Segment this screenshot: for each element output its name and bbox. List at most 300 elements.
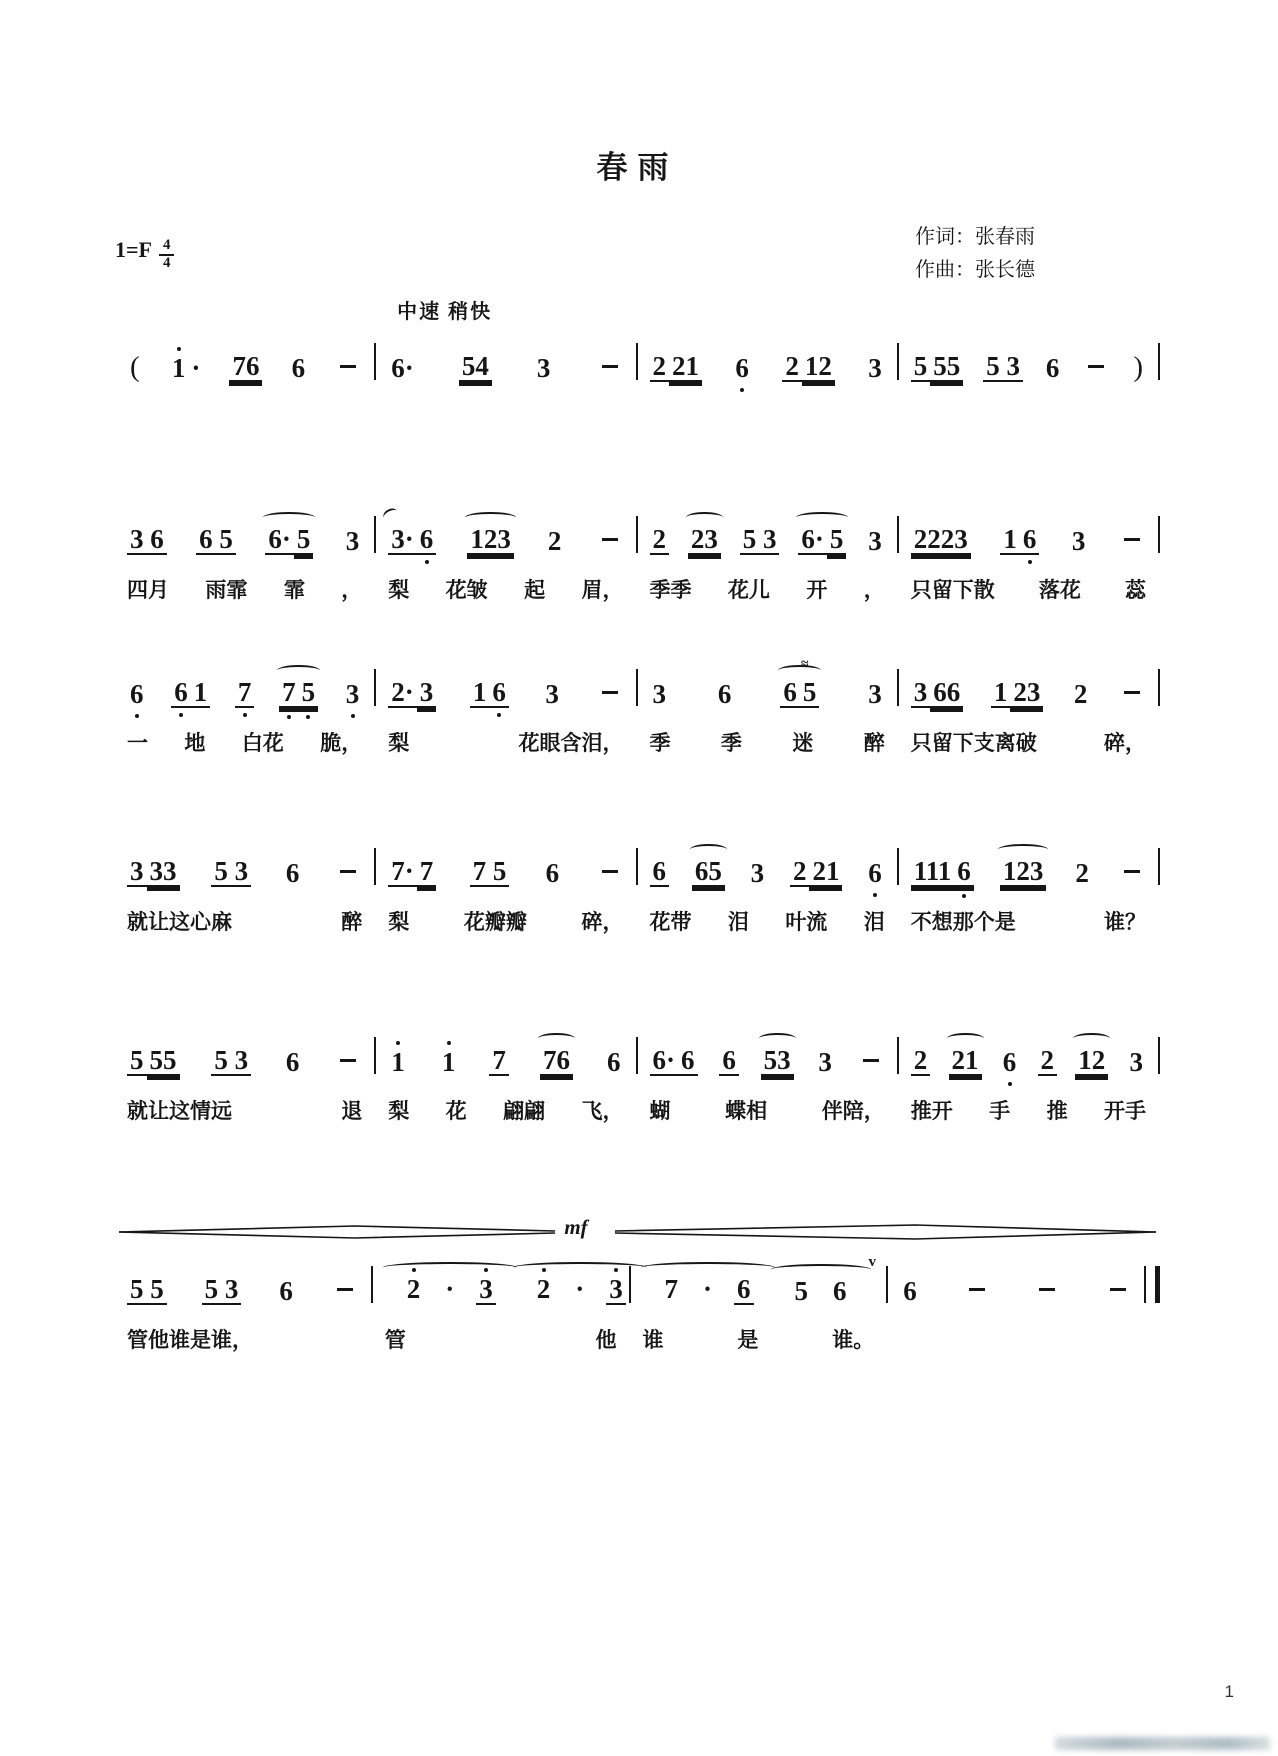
note: · [445,1274,455,1304]
lyric-syllable: 四月 [127,579,169,602]
note: 7 [235,679,255,708]
measure-row [115,1028,1160,1123]
note-token [515,1276,645,1305]
note-token [949,1047,982,1076]
meta-row [115,221,1160,287]
note: 33 [147,858,180,887]
note-token [1118,528,1146,555]
lyric-line [911,574,1146,602]
low-octave-dot [179,713,183,717]
barline [1158,516,1160,553]
lyric-syllable: 季 [649,732,671,755]
note-token [388,1049,408,1076]
notation-row [127,334,362,385]
note: 5 3 [983,353,1023,382]
note: 3 [868,679,882,709]
dash-rest [1110,1288,1126,1291]
measure [638,839,897,934]
note-token [343,528,363,555]
barline [1158,343,1160,380]
note: 6 [954,858,974,887]
note-token [534,355,554,382]
dash-rest [1124,870,1140,873]
measure [638,334,897,385]
note-token [127,353,143,382]
note: 3 [1071,526,1086,556]
low-octave-dot [135,714,139,718]
note: 2· [388,679,417,708]
barline [1158,848,1160,885]
score [115,334,1160,1352]
notation-row [650,1028,885,1079]
note-token [1075,1047,1108,1076]
note-token [127,858,180,887]
note-token [719,1047,739,1076]
lyric-syllable: 起 [524,579,546,602]
note-token [235,679,255,708]
notation-row [388,507,623,558]
page-number: 1 [1224,1682,1234,1701]
lyric-syllable: 他 [595,1329,617,1352]
note-token [596,528,624,555]
lyric-line [911,727,1146,755]
lyric-line [650,906,885,934]
note: 6· [391,353,414,383]
lyric-line [388,906,623,934]
note: 6 [1020,526,1040,555]
note-token [865,681,885,708]
lyric-line [127,574,362,602]
high-octave-dot [177,347,181,351]
note-token [467,526,514,555]
slur-arc [690,844,727,855]
note-token [900,1278,920,1305]
low-octave-dot [1028,560,1032,564]
lyric-line [643,1324,875,1352]
note: 3 6 [127,526,167,555]
lyric-syllable: 谁 [642,1329,664,1352]
score-line [115,1211,1160,1352]
note-token [865,355,885,382]
note-token [1130,353,1146,382]
lyric-syllable: 花皱 [445,579,488,602]
note: ( [130,351,140,383]
measure [899,334,1158,385]
measure-row [115,1254,1160,1352]
page-title: 春雨 [596,150,679,185]
dash-rest [602,870,618,873]
hairpin-dynamics [115,1221,1160,1243]
note: 2 [1073,679,1088,709]
note-token [963,1278,991,1305]
composer-credit: 作曲：张长德 [915,259,1035,281]
score-line [115,839,1160,934]
dynamics-row [115,1211,1160,1255]
dash-rest [1039,1288,1055,1291]
measure [115,334,374,385]
low-octave-dot [287,715,291,719]
dash-rest [1124,538,1140,541]
note-token [715,681,735,708]
note-token [1118,681,1146,708]
note: 7 5 [470,858,510,887]
lyric-syllable: 开手 [1103,1100,1146,1123]
note-token [1104,1278,1132,1305]
slur-arc [771,1264,871,1275]
lyric-syllable: 只留下散 [910,579,995,602]
note: 1 [439,1049,459,1076]
note: 5 [911,353,931,382]
note-token [1000,526,1039,555]
note: 5 [294,526,314,555]
note [963,1278,991,1305]
note: 5 3 [740,526,780,555]
slur-arc [947,1033,984,1044]
dash-rest [1124,691,1140,694]
note: 6 [489,679,509,708]
note-token [334,1049,362,1076]
note: 2 [547,526,562,556]
notation-row [388,1028,623,1079]
note-token [470,858,510,887]
note-token [385,1276,515,1305]
note: ) [1133,351,1143,383]
notation-row [388,839,623,890]
note-token [911,679,964,708]
measure [899,839,1158,934]
note: 1 [991,679,1011,708]
note-token [732,355,752,382]
lyric-syllable: 梨 [388,911,410,934]
dash-rest [602,538,618,541]
measure-row [115,839,1160,934]
lyric-syllable: 霏 [283,579,305,602]
measure [376,1028,635,1123]
lyric-line [127,727,362,755]
notation-row [911,1028,1146,1079]
lyric-syllable: 飞， [581,1100,624,1123]
lyric-syllable: 眉， [581,579,624,602]
time-numerator: 4 [159,238,175,256]
note-token [1033,1278,1061,1305]
note: 7 [664,1274,678,1304]
note: 5 [800,679,820,708]
notation-row [127,839,362,890]
note-token [815,1049,835,1076]
note-token [643,1276,773,1305]
lyric-syllable: ， [341,579,363,602]
lyric-syllable: 叶流 [785,911,828,934]
note-token [196,526,236,555]
note: 6 [903,1276,917,1306]
note-token [279,679,318,708]
lyric-syllable: 蝴 [649,1100,671,1123]
lyricist-credit: 作词：张春雨 [915,226,1035,248]
note: 3· [388,526,417,555]
measure [631,1254,887,1352]
note-token [211,1047,251,1076]
notation-row [388,660,623,711]
note: 6 5 [196,526,236,555]
lyric-syllable: 是 [737,1329,759,1352]
lyric-syllable: 雨霏 [205,579,248,602]
score-line [115,507,1160,602]
notation-row [385,1257,623,1308]
lyric-line [650,1095,885,1123]
note: 6 [285,858,300,888]
lyric-syllable: 就让这情远 [127,1100,232,1123]
note: 23 [1010,679,1043,708]
note: 6 [734,1276,754,1305]
lyric-syllable: 碎， [581,911,624,934]
note: 76 [540,1047,573,1076]
lyric-syllable: 季 [720,732,742,755]
note [596,528,624,555]
lyric-syllable: 醉 [863,732,885,755]
lyric-syllable: 谁？ [1104,911,1146,934]
note-token [289,355,309,382]
lyric-syllable: 泪 [863,911,885,934]
note-token [283,1049,303,1076]
lyric-line [127,1095,362,1123]
slur-arc [513,1262,647,1273]
lyric-line [650,574,885,602]
measure [899,1028,1158,1123]
note-token [169,355,204,382]
measure [115,1028,374,1123]
note: 66 [930,679,963,708]
note-token [1071,681,1091,708]
dynamics-mark: mf [564,1215,588,1239]
note-token [798,526,846,555]
notation-row [127,660,362,711]
note: 6 [732,355,752,382]
note: 3 [343,681,363,708]
score-line [115,657,1160,755]
lyric-line [385,1324,617,1352]
note-token [761,1047,794,1076]
note-token [334,860,362,887]
note-token [782,353,835,382]
note: 5 [127,1047,147,1076]
lyric-line [127,1324,359,1352]
dash-rest [969,1288,985,1291]
note-token [596,355,624,382]
note: 2 [790,858,810,887]
note: 111 [911,858,955,887]
lyric-syllable: 花眼含泪， [518,732,624,755]
lyric-syllable: 只留下支离破 [910,732,1037,755]
note: 55 [930,353,963,382]
slur-arc [383,1262,517,1273]
note: 6 [719,1047,739,1076]
notation-row [900,1257,1132,1308]
measure [638,507,897,602]
note-token [334,355,362,382]
lyric-syllable: 推 [1046,1100,1068,1123]
note: v [868,1254,877,1270]
dash-rest [340,1059,356,1062]
lyric-line [900,1324,1132,1352]
note: 6 [127,681,147,708]
note: 6 [545,858,560,888]
notation-row [127,507,362,558]
note: 6 [833,1276,847,1306]
lyric-line [911,906,1146,934]
note-token [983,353,1023,382]
note: 12 [802,353,835,382]
note-token [1118,860,1146,887]
note: 2 [782,353,802,382]
high-octave-dot [396,1041,400,1045]
note [1104,1278,1132,1305]
measure [115,507,374,602]
note [596,681,624,708]
notation-row [650,839,885,890]
measure [638,1028,897,1123]
note-token [489,1047,509,1076]
note: 6· [798,526,827,555]
slur-arc [263,512,315,523]
measure-row [115,657,1160,755]
lyric-syllable: 花带 [649,911,692,934]
note: 3 [818,1047,832,1077]
measure [376,507,635,602]
measure [376,660,635,755]
note [857,1049,885,1076]
note: 6 [1000,1049,1020,1076]
low-octave-dot [873,893,877,897]
lyric-syllable: 碎， [1104,732,1146,755]
lyric-syllable: 蕊 [1125,579,1146,602]
slur-arc [538,1033,575,1044]
low-octave-dot [740,388,744,392]
note-token [127,526,167,555]
note-token [283,860,303,887]
note: 1 [169,355,189,382]
notation-row [911,660,1146,711]
note: 7 [417,858,437,887]
low-octave-dot [351,714,355,718]
low-octave-dot [962,894,966,898]
note: 53 [761,1047,794,1076]
high-octave-dot [447,1041,451,1045]
low-octave-dot [306,715,310,719]
measure [888,1257,1144,1352]
note-token [229,353,262,382]
note-token [276,1278,296,1305]
note: 6· [650,1047,679,1076]
note-token [127,1047,180,1076]
measure [115,660,374,755]
slur-arc [998,844,1049,855]
lyric-syllable: 花 [445,1100,467,1123]
note: 3 [911,679,931,708]
note: 2 [1038,1047,1058,1076]
note: 3 [868,526,882,556]
note-token [596,681,624,708]
lyric-syllable: 脆， [320,732,363,755]
lyric-line [911,1095,1146,1123]
note: 3 [606,1276,626,1305]
notation-row [643,1254,877,1308]
note-token [545,528,565,555]
note: 1 [1000,526,1020,555]
note [1033,1278,1061,1305]
lyric-syllable: 迷 [792,732,814,755]
note: 6 [279,1276,293,1306]
low-octave-dot [1008,1082,1012,1086]
lyric-syllable: 泪 [727,911,749,934]
note: 2 [404,1276,424,1303]
note: 3 [652,679,666,709]
lyric-syllable: 一 [127,732,148,755]
slur-arc [759,1033,796,1044]
note-token [388,858,436,887]
note: 65 [692,858,725,887]
note: 6 [678,1047,698,1076]
measure [115,1257,371,1352]
note-token [1082,355,1110,382]
note-token [911,858,974,887]
note-token [1038,1047,1058,1076]
note: 1 [191,679,211,708]
note-token [911,1047,931,1076]
key-label: 1=F [115,237,152,262]
note: 1 [470,679,490,708]
lyric-syllable: 不想那个是 [910,911,1016,934]
lyric-syllable: 谁。 [832,1329,875,1352]
note: 55 [147,1047,180,1076]
note [1118,860,1146,887]
note-token [343,681,363,708]
note-token [650,353,703,382]
note-token [857,1049,885,1076]
note-token [991,679,1044,708]
dash-rest [863,1059,879,1062]
note [1118,681,1146,708]
lyric-line [650,727,885,755]
notation-row [650,657,885,711]
lyric-syllable: 翩翩 [503,1100,546,1123]
measure [373,1257,629,1352]
note-token [869,1253,877,1271]
note: 6· [265,526,294,555]
measure [376,839,635,934]
note-token [911,526,971,555]
credits [915,221,1035,287]
slur-arc [1073,1033,1110,1044]
note-token [388,679,436,708]
low-octave-dot [497,713,501,717]
note-token [202,1276,242,1305]
note-token [265,526,313,555]
note: 6 [285,1047,300,1077]
note-token [470,679,509,708]
note-token [331,1278,359,1305]
note: 5 3 [202,1276,242,1305]
note-token [692,858,725,887]
time-signature [159,238,175,272]
note [331,1278,359,1305]
barline [1158,669,1160,706]
slur-arc [641,1262,775,1273]
measure [899,507,1158,602]
measure [638,657,897,755]
note-token [1043,355,1063,382]
note-token [542,681,562,708]
note [334,860,362,887]
